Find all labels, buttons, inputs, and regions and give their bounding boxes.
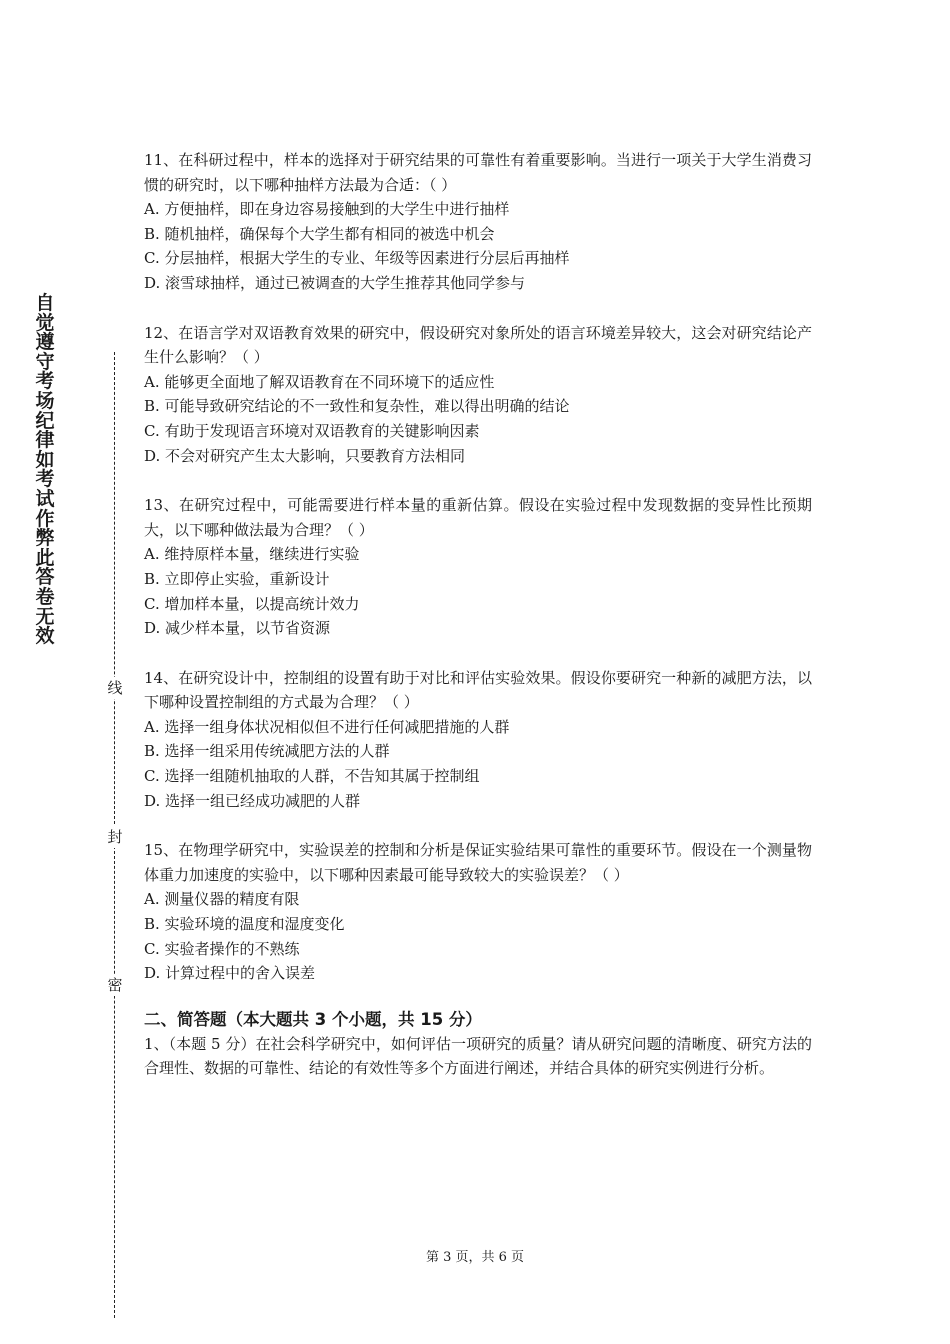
binding-label-seal: 封 — [104, 826, 126, 848]
option-c: C. 选择一组随机抽取的人群，不告知其属于控制组 — [144, 767, 480, 786]
option-b: B. 立即停止实验，重新设计 — [144, 569, 330, 588]
question-13 — [144, 493, 812, 641]
question-11 — [144, 148, 812, 296]
question-stem: 13、在研究过程中，可能需要进行样本量的重新估算。假设在实验过程中发现数据的变异性比预期大，以下哪种做法最为合理？（ ） — [144, 496, 812, 539]
option-d: D. 选择一组已经成功减肥的人群 — [144, 791, 361, 810]
option-a: A. 能够更全面地了解双语教育在不同环境下的适应性 — [144, 372, 495, 391]
option-d: D. 减少样本量，以节省资源 — [144, 619, 331, 638]
option-c: C. 增加样本量，以提高统计效力 — [144, 594, 360, 613]
option-d: D. 不会对研究产生太大影响，只要教育方法相同 — [144, 446, 466, 465]
essay-question-1: 1、（本题 5 分）在社会科学研究中，如何评估一项研究的质量？请从研究问题的清晰度、研究方法的合理性、数据的可靠性、结论的有效性等多个方面进行阐述，并结合具体的研究实例进行分析。 — [144, 1034, 812, 1078]
exam-content — [144, 148, 812, 1081]
binding-label-line: 线 — [104, 677, 126, 699]
option-a: A. 维持原样本量，继续进行实验 — [144, 545, 360, 564]
option-d: D. 计算过程中的舍入误差 — [144, 964, 316, 983]
option-a: A. 方便抽样，即在身边容易接触到的大学生中进行抽样 — [144, 200, 510, 219]
question-15 — [144, 838, 812, 986]
option-d: D. 滚雪球抽样，通过已被调查的大学生推荐其他同学参与 — [144, 273, 526, 292]
option-a: A. 选择一组身体状况相似但不进行任何减肥措施的人群 — [144, 717, 510, 736]
option-c: C. 分层抽样，根据大学生的专业、年级等因素进行分层后再抽样 — [144, 249, 570, 268]
option-b: B. 随机抽样，确保每个大学生都有相同的被选中机会 — [144, 224, 495, 243]
section-title-short-answer: 二、简答题（本大题共 3 个小题，共 15 分） — [144, 1009, 482, 1029]
exam-discipline-warning: 自觉遵守考场纪律如考试作弊此答卷无效 — [35, 292, 55, 648]
page-number: 第 3 页，共 6 页 — [425, 1250, 525, 1265]
question-12 — [144, 321, 812, 469]
option-a: A. 测量仪器的精度有限 — [144, 890, 300, 909]
option-b: B. 可能导致研究结论的不一致性和复杂性，难以得出明确的结论 — [144, 397, 570, 416]
question-stem: 15、在物理学研究中，实验误差的控制和分析是保证实验结果可靠性的重要环节。假设在一个测量物体重力加速度的实验中，以下哪种因素最可能导致较大的实验误差？（ ） — [144, 841, 812, 884]
question-stem: 12、在语言学对双语教育效果的研究中，假设研究对象所处的语言环境差异较大，这会对研究结论产生什么影响？（ ） — [144, 323, 812, 367]
option-c: C. 实验者操作的不熟练 — [144, 939, 300, 958]
option-b: B. 选择一组采用传统减肥方法的人群 — [144, 742, 390, 761]
binding-label-close: 密 — [104, 974, 126, 996]
question-stem: 14、在研究设计中，控制组的设置有助于对比和评估实验效果。假设你要研究一种新的减肥方法，以下哪种设置控制组的方式最为合理？（ ） — [144, 668, 812, 712]
option-c: C. 有助于发现语言环境对双语教育的关键影响因素 — [144, 421, 480, 440]
question-14 — [144, 666, 812, 814]
question-stem: 11、在科研过程中，样本的选择对于研究结果的可靠性有着重要影响。当进行一项关于大学生消费习惯的研究时，以下哪种抽样方法最为合适：（ ） — [144, 151, 812, 194]
option-b: B. 实验环境的温度和湿度变化 — [144, 915, 345, 934]
